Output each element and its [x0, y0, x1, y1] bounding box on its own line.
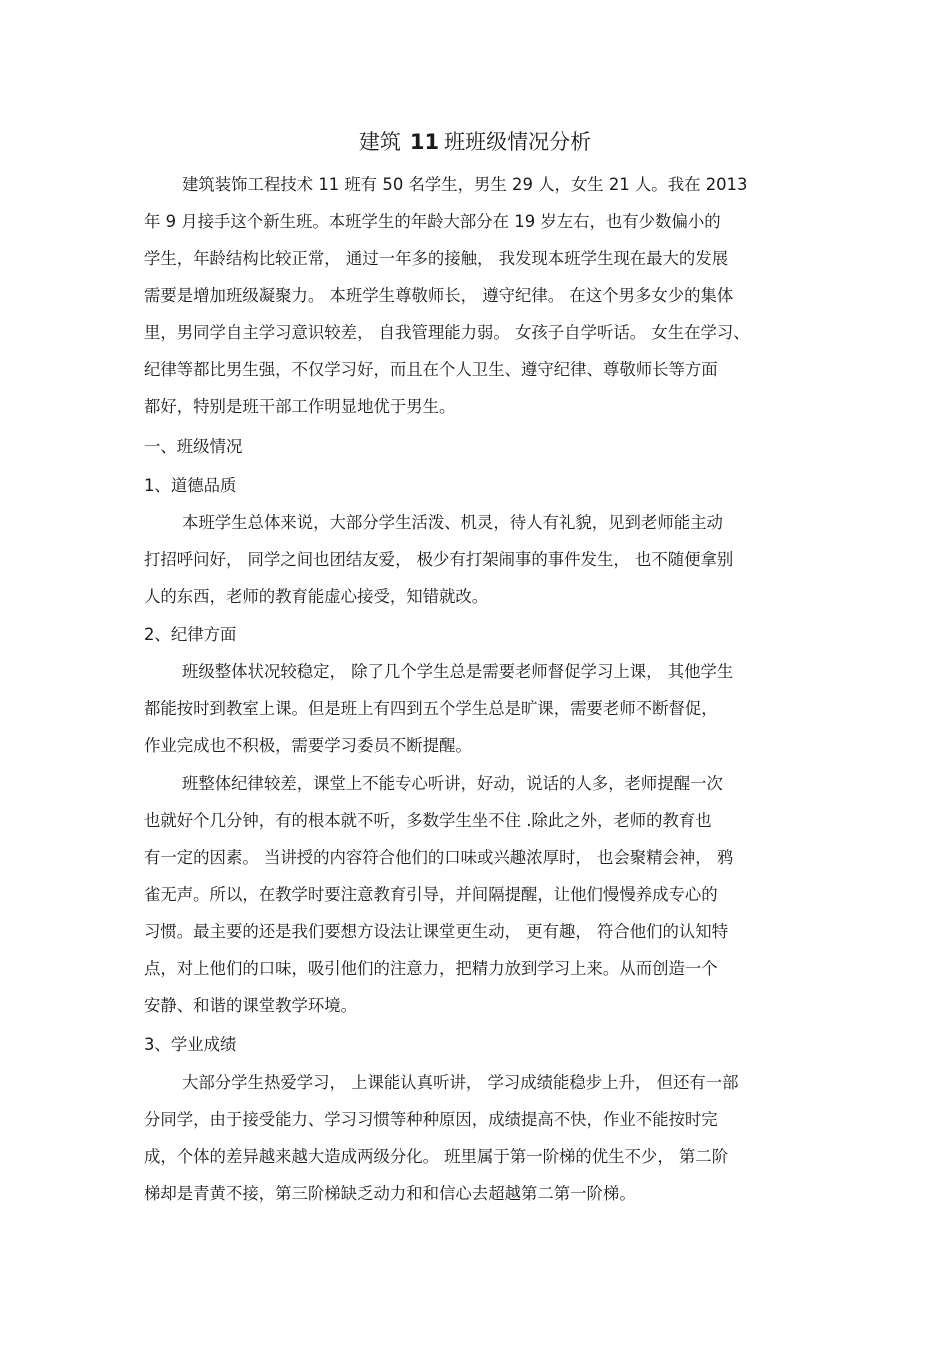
subsection-heading: 3、学业成绩	[144, 1035, 237, 1054]
subsection-heading: 2、纪律方面	[144, 625, 237, 644]
text-line: 雀无声。所以，在教学时要注意教育引导，并间隔提醒，让他们慢慢养成专心的	[144, 885, 718, 904]
text-line: 学生，年龄结构比较正常， 通过一年多的接触， 我发现本班学生现在最大的发展	[144, 249, 729, 268]
text-line: 点，对上他们的口味，吸引他们的注意力，把精力放到学习上来。从而创造一个	[144, 959, 718, 978]
text-line: 里，男同学自主学习意识较差， 自我管理能力弱。 女孩子自学听话。 女生在学习、	[144, 323, 750, 342]
text-line: 有一定的因素。 当讲授的内容符合他们的口味或兴趣浓厚时， 也会聚精会神， 鸦	[144, 848, 734, 867]
text-line: 班整体纪律较差，课堂上不能专心听讲，好动，说话的人多，老师提醒一次	[182, 774, 723, 793]
text-line: 作业完成也不积极，需要学习委员不断提醒。	[144, 736, 472, 755]
text-line: 班级整体状况较稳定， 除了几个学生总是需要老师督促学习上课， 其他学生	[182, 662, 734, 681]
text-line: 需要是增加班级凝聚力。 本班学生尊敬师长， 遵守纪律。 在这个男多女少的集体	[144, 286, 734, 305]
text-line: 习惯。最主要的还是我们要想方设法让课堂更生动， 更有趣， 符合他们的认知特	[144, 922, 729, 941]
text-line: 打招呼问好， 同学之间也团结友爱， 极少有打架闹事的事件发生， 也不随便拿别	[144, 550, 734, 569]
text-line: 都能按时到教室上课。但是班上有四到五个学生总是旷课，需要老师不断督促，	[144, 699, 718, 718]
text-line: 都好，特别是班干部工作明显地优于男生。	[144, 397, 456, 416]
text-line: 本班学生总体来说，大部分学生活泼、机灵，待人有礼貌，见到老师能主动	[182, 513, 723, 532]
title-suffix: 班班级情况分析	[444, 130, 592, 154]
title-class-number: 11	[409, 130, 440, 154]
subsection-heading: 1、道德品质	[144, 476, 237, 495]
section-heading: 一、班级情况	[144, 437, 243, 456]
text-line: 大部分学生热爱学习， 上课能认真听讲， 学习成绩能稳步上升， 但还有一部	[182, 1073, 739, 1092]
text-line: 建筑装饰工程技术 11 班有 50 名学生，男生 29 人，女生 21 人。我在 2013	[182, 175, 748, 194]
text-line: 安静、和谐的课堂教学环境。	[144, 996, 358, 1015]
text-line: 纪律等都比男生强，不仅学习好，而且在个人卫生、遵守纪律、尊敬师长等方面	[144, 360, 718, 379]
text-line: 人的东西，老师的教育能虚心接受，知错就改。	[144, 587, 489, 606]
document-title	[0, 126, 950, 158]
text-line: 年 9 月接手这个新生班。本班学生的年龄大部分在 19 岁左右，也有少数偏小的	[144, 212, 721, 231]
text-line: 分同学，由于接受能力、学习习惯等种种原因，成绩提高不快，作业不能按时完	[144, 1110, 718, 1129]
text-line: 成，个体的差异越来越大造成两级分化。 班里属于第一阶梯的优生不少， 第二阶	[144, 1147, 729, 1166]
text-line: 也就好个几分钟，有的根本就不听，多数学生坐不住 .除此之外，老师的教育也	[144, 811, 712, 830]
title-prefix: 建筑	[358, 130, 401, 154]
text-line: 梯却是青黄不接，第三阶梯缺乏动力和和信心去超越第二第一阶梯。	[144, 1184, 636, 1203]
